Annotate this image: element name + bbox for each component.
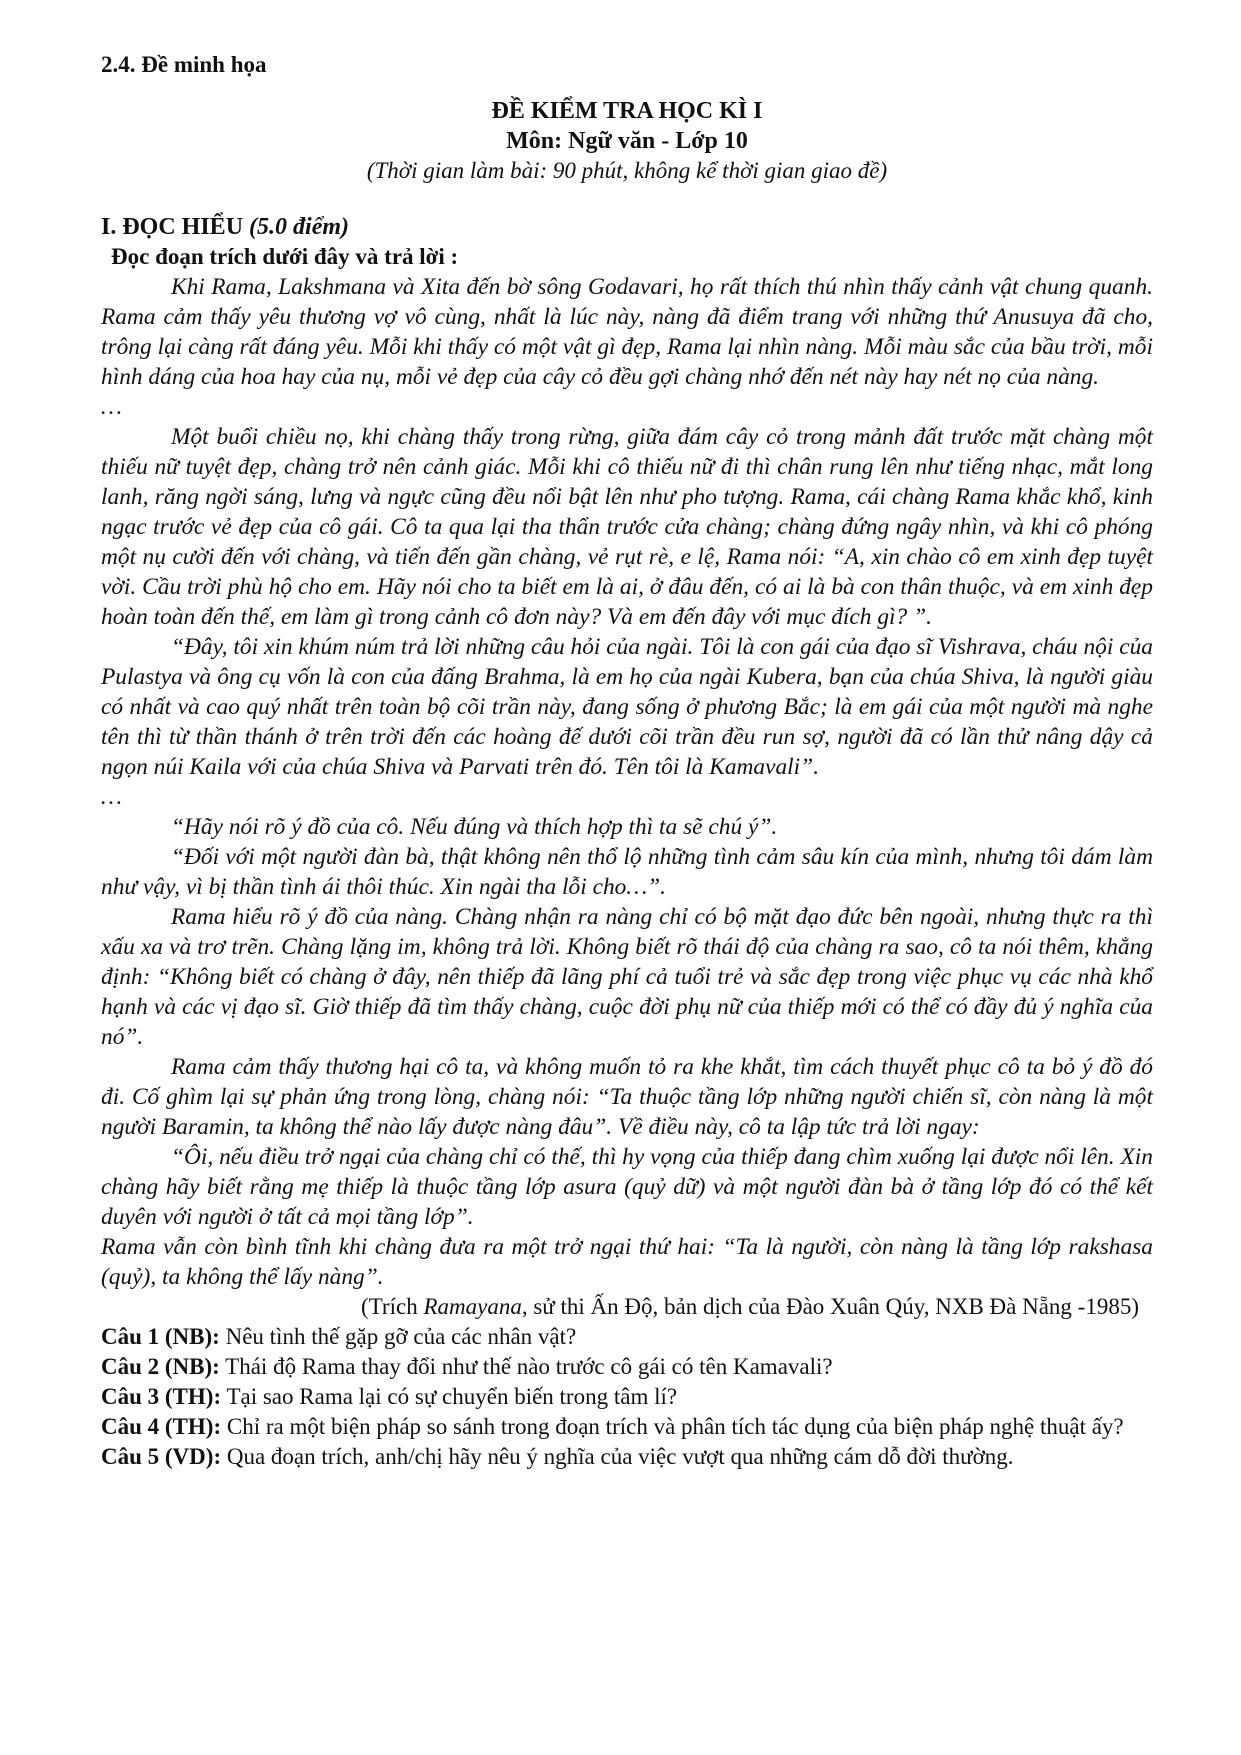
part1-title: I. ĐỌC HIỂU: [101, 214, 250, 240]
question-text: Qua đoạn trích, anh/chị hãy nêu ý nghĩa của việc vượt qua những cám dỗ đời thường.: [221, 1444, 1014, 1469]
excerpt-source: [101, 1292, 1153, 1322]
exam-title: ĐỀ KIỂM TRA HỌC KÌ I: [491, 98, 763, 124]
reading-excerpt: [101, 272, 1153, 1292]
source-suffix: , sử thi Ấn Độ, bản dịch của Đào Xuân Qúy, NXB Đà Nẵng -1985): [521, 1294, 1139, 1319]
exam-subject: Môn: Ngữ văn - Lớp 10: [506, 128, 748, 154]
question-text: Chỉ ra một biện pháp so sánh trong đoạn trích và phân tích tác dụng của biện pháp nghệ thuật ấy?: [221, 1414, 1124, 1439]
question-text: Thái độ Rama thay đổi như thế nào trước cô gái có tên Kamavali?: [219, 1354, 833, 1379]
question-4: [101, 1412, 1153, 1442]
excerpt-paragraph: Một buổi chiều nọ, khi chàng thấy trong rừng, giữa đám cây cỏ trong mảnh đất trước mặt chàng một thiếu nữ tuyệt đẹp, chàng trở nên cảnh giác. Mỗi khi cô thiếu nữ đi thì chân rung lên như tiếng nhạc, mắt long lanh, răng ngời sáng, lưng và ngực cũng đều nổi bật lên như pho tượng. Rama, cái chàng Rama khắc khổ, kinh ngạc trước vẻ đẹp của cô gái. Cô ta qua lại tha thẩn trước cửa chàng; chàng đứng ngây nhìn, và khi cô phóng một nụ cười đến với chàng, và tiến đến gần chàng, vẻ rụt rè, e lệ, Rama nói: “A, xin chào cô em xinh đẹp tuyệt vời. Cầu trời phù hộ cho em. Hãy nói cho ta biết em là ai, ở đâu đến, có ai là bà con thân thuộc, và em xinh đẹp hoàn toàn đến thế, em làm gì trong cảnh cô đơn này? Và em đến đây với mục đích gì? ”.: [101, 424, 1153, 630]
excerpt-paragraph: “Ôi, nếu điều trở ngại của chàng chỉ có thế, thì hy vọng của thiếp đang chìm xuống lại được nổi lên. Xin chàng hãy biết rằng mẹ thiếp là thuộc tầng lớp asura (quỷ dữ) và một người đàn bà ở tầng lớp đó có thể kết duyên với người ở tất cả mọi tầng lớp”.: [101, 1144, 1153, 1230]
part1-heading: [101, 212, 1153, 242]
question-label: Câu 2 (NB):: [101, 1354, 220, 1379]
excerpt-paragraph: …: [101, 394, 122, 420]
excerpt-paragraph: Rama hiểu rõ ý đồ của nàng. Chàng nhận ra nàng chỉ có bộ mặt đạo đức bên ngoài, nhưng thực ra thì xấu xa và trơ trẽn. Chàng lặng im, không trả lời. Không biết rõ thái độ của chàng ra sao, cô ta nói thêm, khẳng định: “Không biết có chàng ở đây, nên thiếp đã lãng phí cả tuổi trẻ và sắc đẹp trong việc phục vụ các nhà khổ hạnh và các vị đạo sĩ. Giờ thiếp đã tìm thấy chàng, cuộc đời phụ nữ của thiếp mới có thể có đầy đủ ý nghĩa của nó”.: [101, 904, 1153, 1050]
question-label: Câu 1 (NB):: [101, 1324, 220, 1349]
excerpt-paragraph: Rama vẫn còn bình tĩnh khi chàng đưa ra một trở ngại thứ hai: “Ta là người, còn nàng là tầng lớp rakshasa (quỷ), ta không thể lấy nàng”.: [101, 1234, 1153, 1290]
section-label: 2.4. Đề minh họa: [101, 52, 267, 77]
question-label: Câu 3 (TH):: [101, 1384, 222, 1409]
excerpt-paragraph: “Hãy nói rõ ý đồ của cô. Nếu đúng và thích hợp thì ta sẽ chú ý”.: [171, 814, 778, 840]
question-5: [101, 1442, 1153, 1472]
source-prefix: (Trích: [361, 1294, 424, 1319]
excerpt-paragraph: …: [101, 784, 122, 810]
question-text: Nêu tình thế gặp gỡ của các nhân vật?: [219, 1324, 577, 1349]
question-text: Tại sao Rama lại có sự chuyển biến trong tâm lí?: [221, 1384, 678, 1409]
excerpt-paragraph: Khi Rama, Lakshmana và Xita đến bờ sông Godavari, họ rất thích thú nhìn thấy cảnh vật chung quanh. Rama cảm thấy yêu thương vợ vô cùng, nhất là lúc này, nàng đã điểm trang với những thứ Anusuya đã cho, trông lại càng rất đáng yêu. Mỗi khi thấy có một vật gì đẹp, Rama lại nhìn nàng. Mỗi màu sắc của bầu trời, mỗi hình dáng của hoa hay của nụ, mỗi vẻ đẹp của cây cỏ đều gợi chàng nhớ đến nét này hay nét nọ của nàng.: [101, 274, 1153, 390]
question-3: [101, 1382, 1153, 1412]
exam-page: [101, 50, 1153, 1472]
question-1: [101, 1322, 1153, 1352]
part1-points: (5.0 điểm): [249, 214, 350, 240]
excerpt-paragraph: “Đối với một người đàn bà, thật không nên thổ lộ những tình cảm sâu kín của mình, nhưng tôi dám làm như vậy, vì bị thần tình ái thôi thúc. Xin ngài tha lỗi cho…”.: [101, 844, 1153, 900]
excerpt-paragraph: “Đây, tôi xin khúm núm trả lời những câu hỏi của ngài. Tôi là con gái của đạo sĩ Vishrava, cháu nội của Pulastya và ông cụ vốn là con của đấng Brahma, là em họ của ngài Kubera, bạn của chúa Shiva, là người giàu có nhất và cao quý nhất trên toàn bộ cõi trần này, đang sống ở phương Bắc; là em gái của một người mà nghe tên thì từ thần thánh ở trên trời đến các hoàng đế dưới cõi trần đều run sợ, người đã có lần thử nâng dậy cả ngọn núi Kaila với của chúa Shiva và Parvati trên đó. Tên tôi là Kamavali”.: [101, 634, 1153, 780]
question-2: [101, 1352, 1153, 1382]
reading-instruction: Đọc đoạn trích dưới đây và trả lời :: [111, 244, 459, 269]
question-label: Câu 5 (VD):: [101, 1444, 222, 1469]
excerpt-paragraph: Rama cảm thấy thương hại cô ta, và không muốn tỏ ra khe khắt, tìm cách thuyết phục cô ta bỏ ý đồ đó đi. Cố ghìm lại sự phản ứng trong lòng, chàng nói: “Ta thuộc tầng lớp những người chiến sĩ, còn nàng là một người Baramin, ta không thể nào lấy được nàng đâu”. Về điều này, cô ta lập tức trả lời ngay:: [101, 1054, 1153, 1140]
exam-time-note: (Thời gian làm bài: 90 phút, không kể thời gian giao đề): [366, 158, 888, 183]
source-work: Ramayana: [423, 1294, 522, 1319]
question-list: [101, 1322, 1153, 1472]
question-label: Câu 4 (TH):: [101, 1414, 222, 1439]
